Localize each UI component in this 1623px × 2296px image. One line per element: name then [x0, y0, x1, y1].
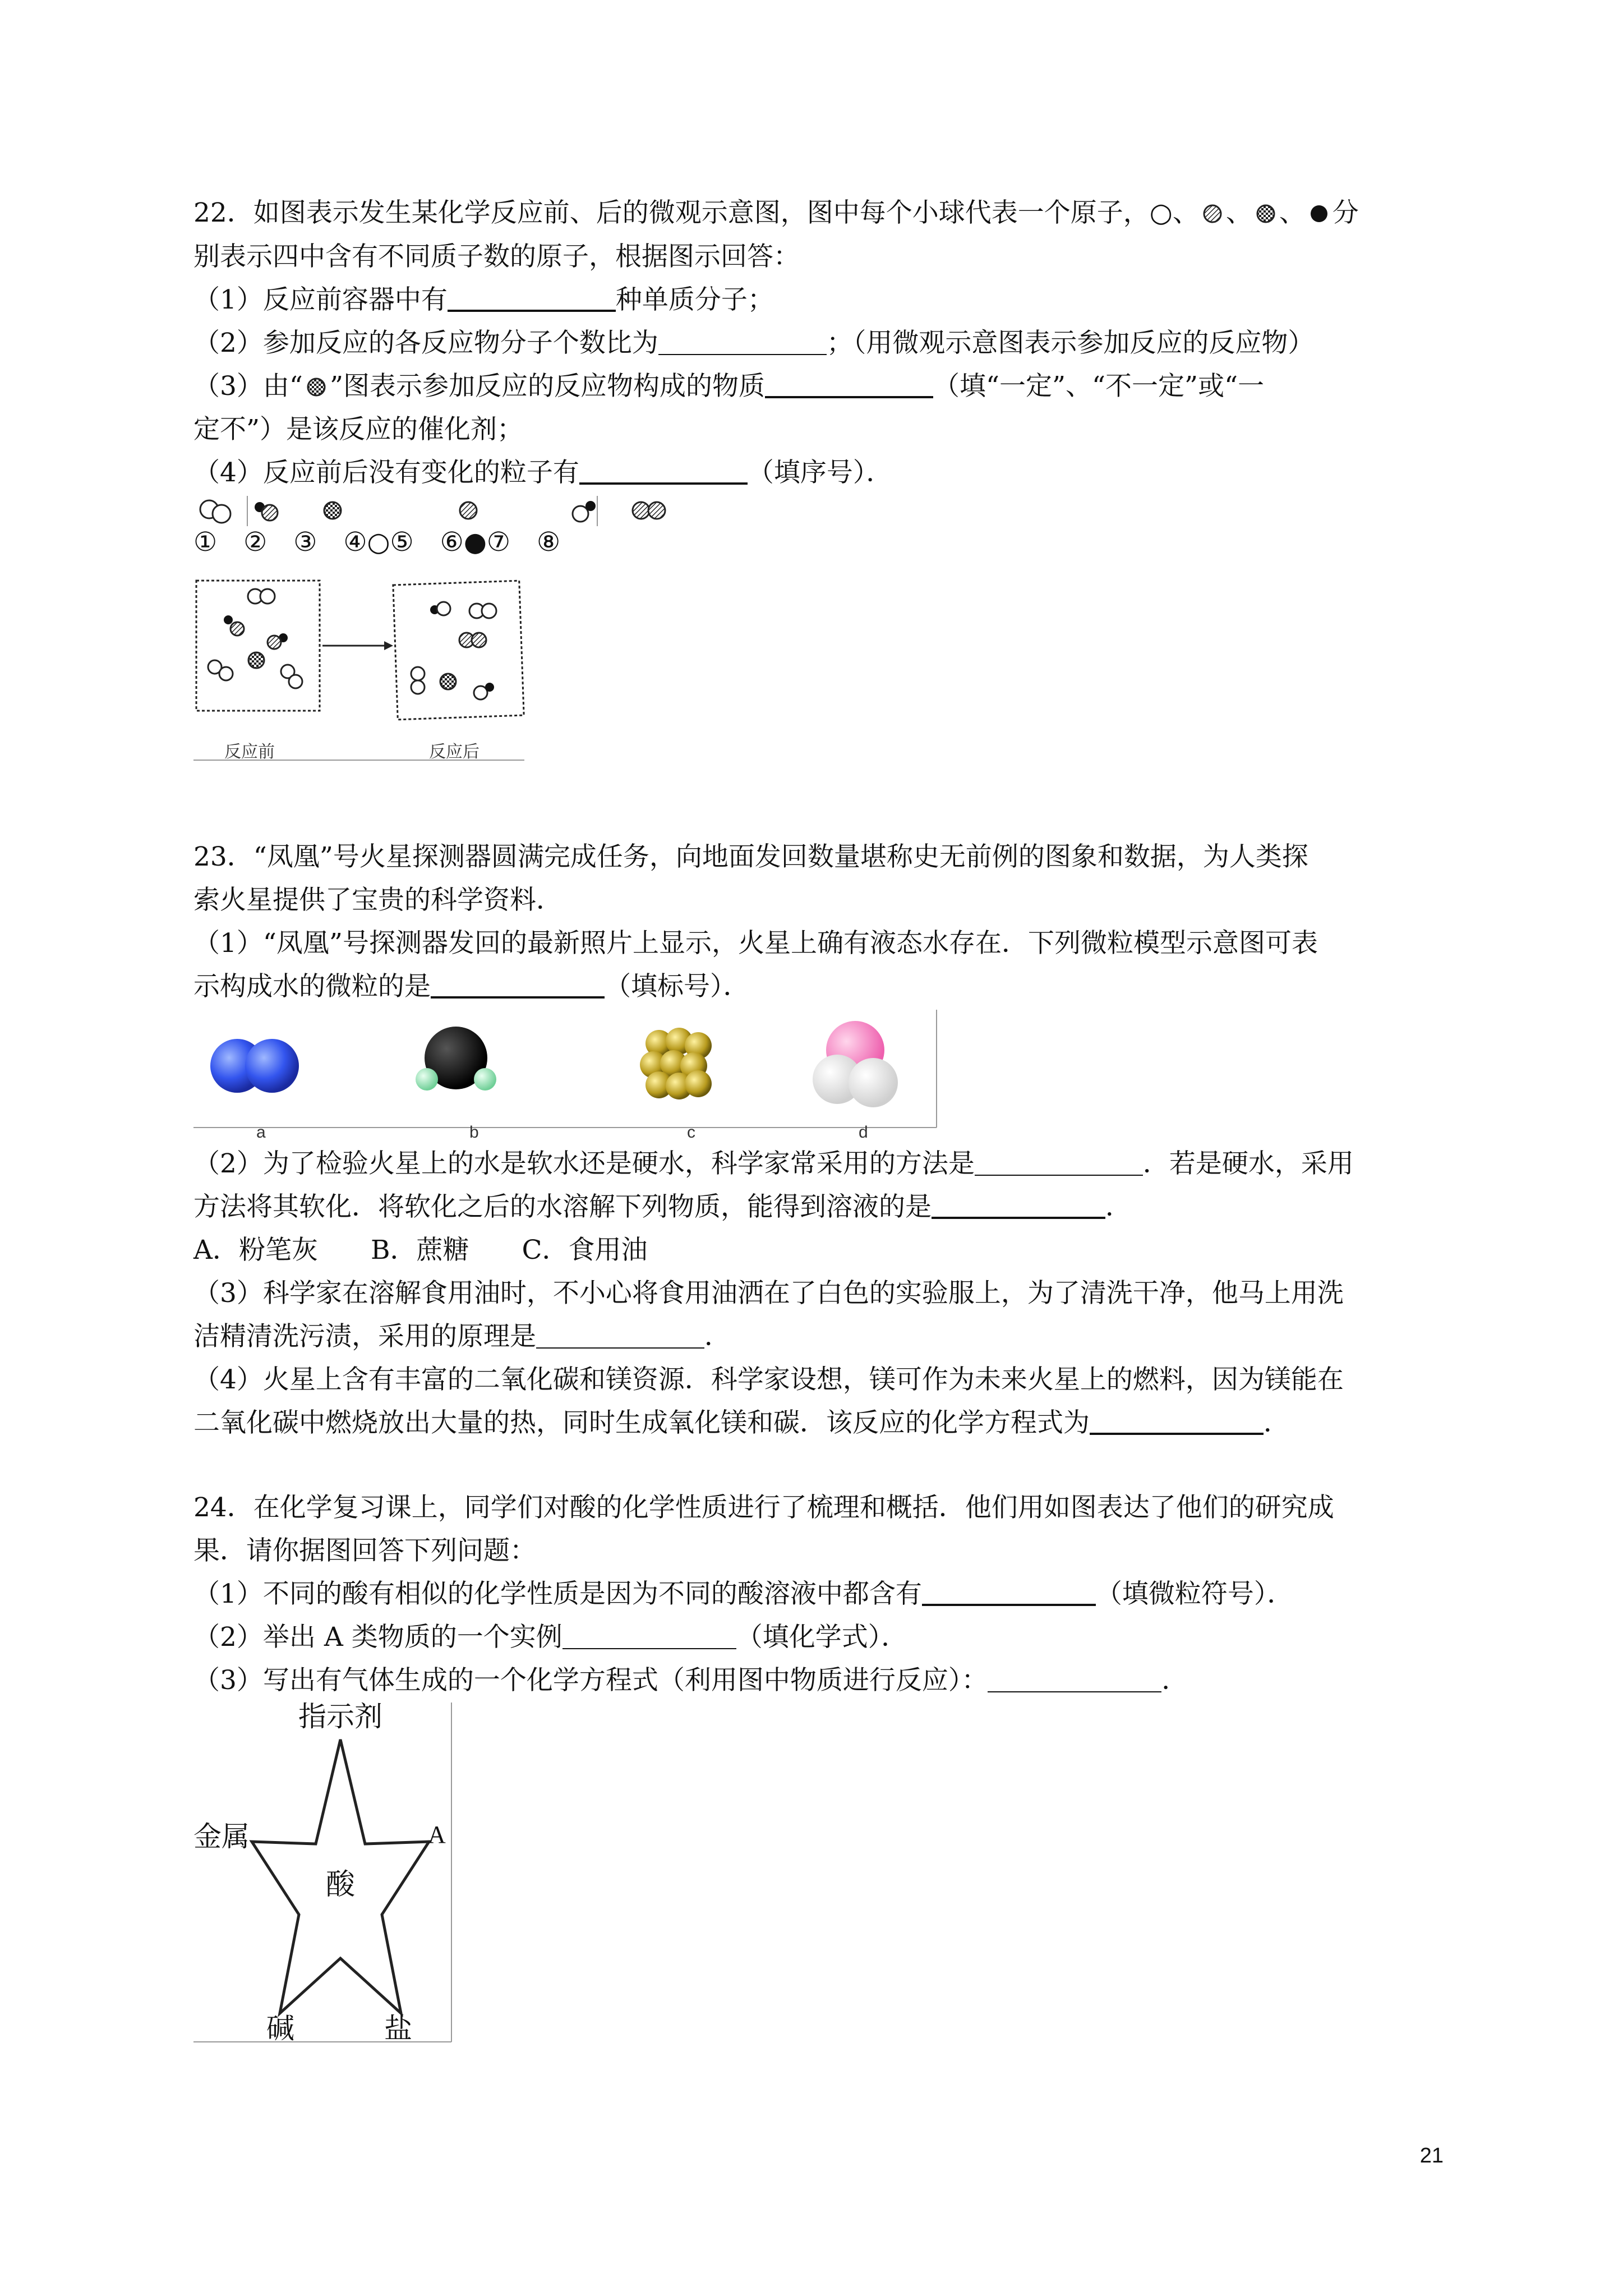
q22-p4-answer-blank[interactable] — [579, 460, 748, 485]
q23-p3-text: 洁精清洗污渍，采用的原理是 — [193, 1321, 536, 1352]
q22-p1-text: （1）反应前容器中有 — [193, 284, 448, 315]
q23-p4-answer-blank[interactable] — [1090, 1410, 1264, 1435]
q23-part-2 — [193, 1147, 1354, 1181]
model-label-c: c — [687, 1123, 695, 1139]
q23-p3-answer-blank[interactable] — [536, 1325, 704, 1349]
checkered-atom-icon — [1252, 199, 1279, 226]
q23-p1-text: 示构成水的微粒的是 — [193, 971, 431, 1002]
hatched-atom-icon — [1199, 199, 1226, 226]
model-d-water — [813, 1021, 898, 1107]
q23-part-3-cont — [193, 1320, 731, 1354]
q24-part-1 — [193, 1577, 1293, 1611]
q22-p3-text-c: （填“一定”、“不一定”或“一 — [933, 371, 1265, 402]
q22-part-3-cont: 定不”）是该反应的催化剂； — [193, 414, 524, 445]
particle-option-8 — [633, 502, 665, 519]
q24-p3-text: （3）写出有气体生成的一个化学方程式（利用图中物质进行反应）： — [193, 1665, 988, 1696]
q23-part-3: （3）科学家在溶解食用油时，不小心将食用油洒在了白色的实验服上，为了清洗干净，他马上用洗 — [193, 1278, 1344, 1309]
q22-line-1 — [193, 196, 1359, 230]
model-b-triatomic — [416, 1027, 496, 1091]
q24-p1-text-b: （填微粒符号）． — [1095, 1579, 1294, 1609]
after-molecules — [411, 602, 496, 700]
q22-p3-text-b: ”图表示参加反应的反应物构成的物质 — [329, 371, 765, 402]
q23-p2-answer-blank-2[interactable] — [932, 1194, 1105, 1219]
particle-option-7 — [573, 496, 597, 526]
before-label: 反应前 — [224, 743, 275, 761]
q24-p1-text: （1）不同的酸有相似的化学性质是因为不同的酸溶液中都含有 — [193, 1579, 922, 1609]
q22-p1-answer-blank[interactable] — [448, 287, 616, 312]
q24-acid-star-diagram — [193, 1697, 457, 2050]
q22-p4-text-b: （填序号）． — [747, 457, 893, 488]
q24-part-3 — [193, 1664, 1188, 1697]
q24-p3-answer-blank[interactable] — [988, 1669, 1161, 1692]
q24-line-2: 果．请你据图回答下列问题： — [193, 1535, 536, 1566]
q23-p1-answer-blank[interactable] — [431, 974, 605, 999]
q23-part-1-cont — [193, 970, 750, 1004]
q23-part-1: （1）“凤凰”号探测器发回的最新照片上显示，火星上确有液态水存在．下列微粒模型示意图可表 — [193, 928, 1318, 959]
q23-part-4: （4）火星上含有丰富的二氧化碳和镁资源．科学家设想，镁可作为未来火星上的燃料，因为镁能在 — [193, 1364, 1344, 1395]
q24-part-2 — [193, 1621, 907, 1654]
q22-line-2: 别表示四中含有不同质子数的原子，根据图示回答： — [193, 241, 800, 272]
black-atom-icon — [1306, 199, 1332, 226]
q22-p1-text-b: 种单质分子； — [615, 284, 774, 315]
after-label: 反应后 — [429, 743, 479, 761]
star-label-base: 碱 — [266, 2013, 294, 2044]
particle-option-1 — [200, 500, 230, 523]
q22-part-2 — [193, 326, 1314, 360]
q23-line-2: 索火星提供了宝贵的科学资料． — [193, 885, 562, 915]
star-label-acid: 酸 — [325, 1869, 356, 1901]
q23-p2-text-b: ．若是硬水，采用 — [1142, 1148, 1354, 1179]
q22-sep: 、 — [1225, 197, 1252, 228]
q24-p2-text: （2）举出 A 类物质的一个实例 — [193, 1622, 562, 1653]
q24-p1-answer-blank[interactable] — [922, 1581, 1096, 1606]
model-a-diatomic — [210, 1039, 299, 1093]
q23-molecule-models — [193, 1010, 945, 1139]
star-label-a: A — [428, 1821, 446, 1848]
q22-reaction-diagram — [193, 575, 530, 774]
particle-option-3 — [324, 502, 341, 519]
q22-part-1 — [193, 283, 774, 317]
reaction-arrowhead — [384, 641, 393, 650]
q23-p2-text-d: ． — [1105, 1191, 1132, 1222]
q23-p2-text: （2）为了检验火星上的水是软水还是硬水，科学家常采用的方法是 — [193, 1148, 975, 1179]
q22-text-end: 分 — [1332, 197, 1359, 228]
q22-p3-answer-blank[interactable] — [765, 374, 933, 398]
after-container — [393, 581, 524, 720]
q24-p2-text-b: （填化学式）． — [736, 1622, 908, 1653]
particle-option-5 — [460, 502, 477, 519]
model-label-d: d — [859, 1123, 868, 1139]
q24-p3-text-b: ． — [1161, 1665, 1188, 1696]
q22-p4-text: （4）反应前后没有变化的粒子有 — [193, 457, 579, 488]
q23-part-4-cont — [193, 1406, 1290, 1440]
q22-text-1: 22．如图表示发生某化学反应前、后的微观示意图，图中每个小球代表一个原子，○、 — [193, 197, 1199, 228]
q22-p2-text: （2）参加反应的各反应物分子个数比为 — [193, 328, 658, 358]
q22-sep: 、 — [1279, 197, 1306, 228]
q22-p2-answer-blank[interactable] — [658, 332, 827, 355]
q23-choices: A．粉笔灰 B．蔗糖 C．食用油 — [193, 1235, 648, 1266]
q22-part-4 — [193, 456, 892, 490]
model-label-a: a — [256, 1123, 266, 1139]
model-label-b: b — [469, 1123, 479, 1139]
q22-p2-text-b: ；（用微观示意图表示参加反应的反应物） — [826, 328, 1315, 358]
before-molecules — [208, 589, 302, 688]
q23-p2-text-c: 方法将其软化．将软化之后的水溶解下列物质，能得到溶液的是 — [193, 1191, 932, 1222]
checkered-atom-icon — [303, 372, 330, 399]
q23-p3-text-c: ． — [704, 1321, 731, 1352]
q23-p4-text-c: ． — [1264, 1407, 1290, 1438]
star-label-indicator: 指示剂 — [298, 1701, 382, 1732]
q23-p4-text: 二氧化碳中燃烧放出大量的热，同时生成氧化镁和碳．该反应的化学方程式为 — [193, 1407, 1090, 1438]
q23-p1-text-c: （填标号）． — [605, 971, 750, 1002]
particle-option-2 — [247, 496, 278, 526]
page-number: 21 — [1419, 2144, 1444, 2168]
q23-part-2-cont — [193, 1190, 1132, 1224]
q22-option-particles — [193, 494, 687, 527]
q23-p2-answer-blank-1[interactable] — [975, 1152, 1143, 1176]
model-c-cluster — [640, 1028, 712, 1099]
q24-p2-answer-blank[interactable] — [562, 1626, 736, 1649]
q22-options-numbers: ① ② ③ ④○⑤ ⑥●⑦ ⑧ — [193, 527, 561, 558]
q22-p3-text: （3）由“ — [193, 371, 303, 402]
star-label-salt: 盐 — [384, 2013, 412, 2044]
star-label-metal: 金属 — [193, 1821, 250, 1852]
q24-line-1: 24．在化学复习课上，同学们对酸的化学性质进行了梳理和概括．他们用如图表达了他们的研究成 — [193, 1492, 1334, 1523]
q22-part-3 — [193, 370, 1264, 403]
q23-line-1: 23．“凤凰”号火星探测器圆满完成任务，向地面发回数量堪称史无前例的图象和数据，为人类探 — [193, 841, 1308, 872]
